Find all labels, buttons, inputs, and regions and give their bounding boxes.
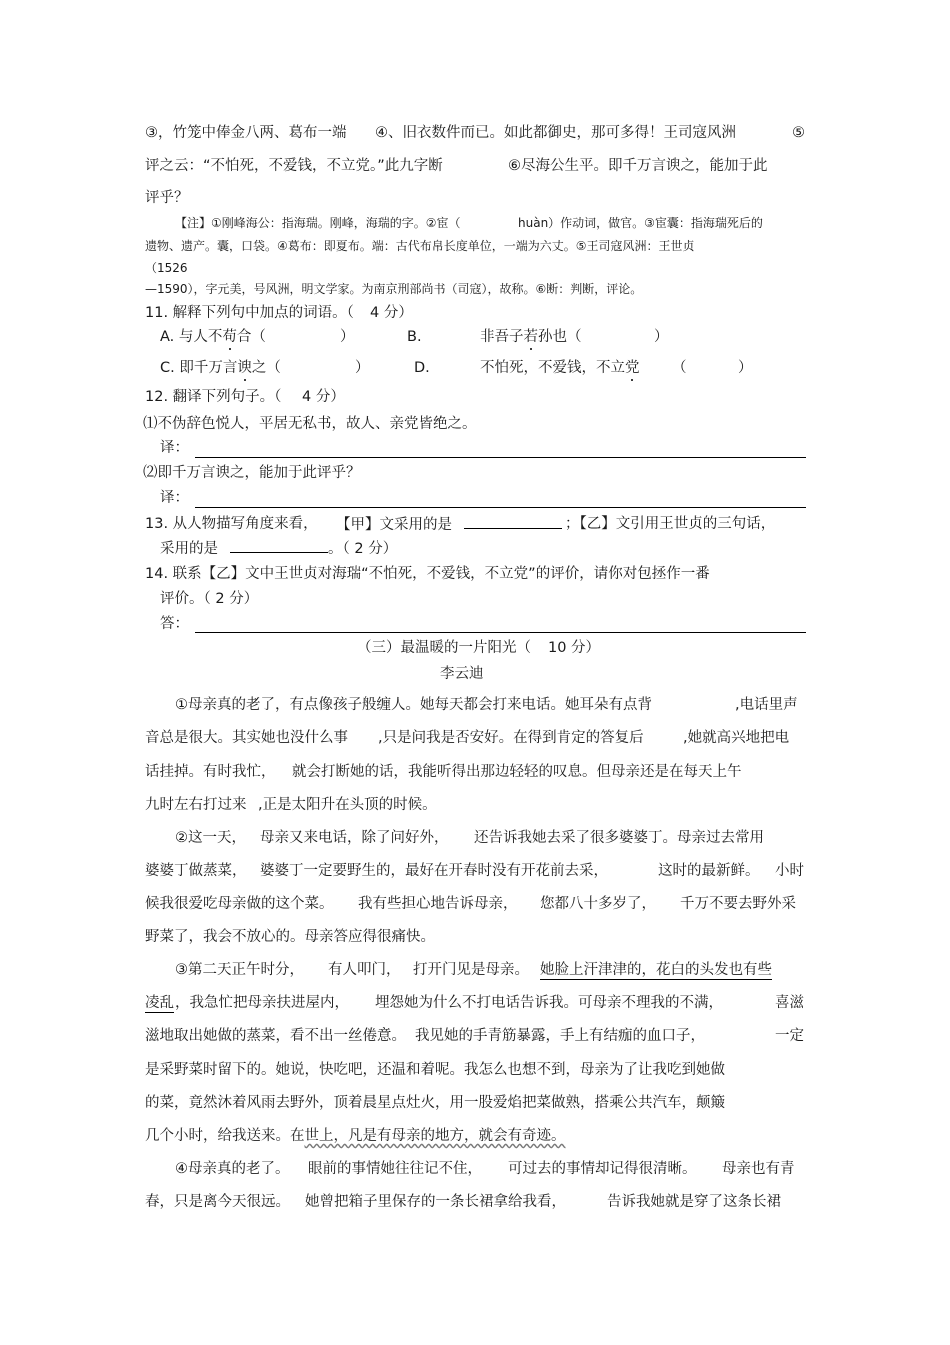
text-run: 一定 [775,1028,804,1044]
text-run: 。（ 2 分） [328,541,398,557]
text-run: 我见她的手青筋暴露，手上有结痂的血口子， [415,1028,705,1044]
text-run: 喜滋 [775,995,804,1011]
answer-label [160,614,189,634]
section-score [548,638,600,658]
text-run: —1590），字元美，号风洲，明文学家。为南京刑部尚书（司寇），故称。⑥断：判断，评论。 [145,282,643,296]
option-d [480,358,640,378]
note-marker [792,123,805,143]
text-run: 评乎？ [145,190,189,206]
text-run: 母亲也有青 [722,1161,795,1177]
text-run: 可过去的事情却记得很清晰。 [508,1161,697,1177]
text-run: C. 即千万言 [160,360,238,376]
text-run: 评之云：“不怕死，不爱钱，不立党。”此九字断 [145,158,443,174]
paragraph-line [658,861,760,881]
paragraph-line [607,1192,781,1212]
option-d-label [414,358,430,378]
paragraph-line [145,894,334,914]
text-run: 打开门见是母亲。 [413,962,529,978]
paren-close [355,358,370,378]
text-run: B. [407,329,422,345]
text-run: 之（ [251,360,281,376]
question-12-score [302,387,345,407]
dotted-word: 苟 [222,329,237,345]
paragraph-line [260,861,608,881]
text-run: 话挂掉。有时我忙， [145,764,276,780]
paragraph-line [145,728,348,748]
paragraph-line [308,1159,482,1179]
paragraph-line [145,1026,406,1046]
passage-line [375,123,736,143]
paragraph-line [175,993,349,1013]
paragraph-line [540,894,656,914]
text-run: ⑥尽海公生平。即千万言谀之，能加于此 [508,158,768,174]
text-run: 就会打断她的话，我能听得出那边轻轻的叹息。但母亲还是在每天上午 [292,764,742,780]
paragraph-line [680,894,796,914]
author [440,664,484,684]
text-run: 小时 [775,863,804,879]
dotted-word: 若 [523,329,538,345]
text-run: 4 分） [302,389,345,405]
text-run: ③第二天正午时分， [175,962,304,978]
paragraph-line [775,993,804,1013]
fill-blank[interactable] [230,538,328,553]
question-14 [145,564,710,584]
paragraph-line [328,960,401,980]
paragraph-line [722,1159,795,1179]
text-run: ,她就高兴地把电 [683,730,790,746]
text-run: 有人叩门， [328,962,401,978]
text-run: （1526 [145,261,188,275]
text-run: ） [738,360,753,376]
paragraph-line [508,1159,697,1179]
paragraph-line [305,1192,566,1212]
text-run: 译： [160,440,189,456]
text-run: 千万不要去野外采 [680,896,796,912]
text-run: 李云迪 [440,666,484,682]
dotted-word: 党 [625,360,640,376]
sentence-1 [143,414,477,434]
paragraph-line [145,861,247,881]
text-run: D. [414,360,430,376]
text-run: 我有些担心地告诉母亲， [358,896,518,912]
paragraph-line [735,695,798,715]
text-run: 11. 解释下列句中加点的词语。（ [145,305,354,321]
option-a [160,327,266,347]
text-run: 她曾把箱子里保存的一条长裙拿给我看， [305,1194,566,1210]
paragraph-line [145,795,247,815]
text-run: 告诉我她就是穿了这条长裙 [607,1194,781,1210]
text-run: （三）最温暖的一片阳光（ [357,640,531,656]
text-run: 是采野菜时留下的。她说，快吃吧，还温和着呢。我怎么也想不到，母亲为了让我吃到她做 [145,1062,725,1078]
section-title [357,638,531,658]
paragraph-line [413,960,529,980]
paragraph-line [175,828,246,848]
text-run: ，我急忙把母亲扶进屋内， [175,995,349,1011]
paren-close [738,358,753,378]
text-run: 答： [160,616,189,632]
text-run: 她脸上汗津津的，花白的头发也有些 [540,962,772,978]
text-run: 合（ [236,329,266,345]
text-run: 12. 翻译下列句子。（ [145,389,282,405]
text-run: 采用的是 [160,541,218,557]
question-11-stem [145,303,354,323]
passage-line [145,123,347,143]
text-run: 10 分） [548,640,601,656]
passage-line [508,156,768,176]
text-run: ④、旧衣数件而已。如此都御史，那可多得！王司寇风洲 [375,125,736,141]
text-run: 14. 联系【乙】文中王世贞对海瑞“不怕死，不爱钱，不立党”的评价，请你对包拯作一番 [145,566,710,582]
text-run: 候我很爱吃母亲做的这个菜。 [145,896,334,912]
option-b [480,327,582,347]
text-run: 的菜，竟然沐着风雨去野外，顶着晨星点灶火，用一股爱焰把菜做熟，搭乘公共汽车，颠簸 [145,1095,725,1111]
paragraph-line [775,861,804,881]
text-run: ,电话里声 [735,697,798,713]
text-run: ；【乙】文引用王世贞的三句话， [565,516,776,532]
text-run: 非吾子 [480,329,524,345]
question-13 [565,514,775,534]
text-run: ） [654,329,669,345]
text-run: 婆婆丁一定要野生的，最好在开春时没有开花前去采， [260,863,608,879]
text-run: 【注】①刚峰海公：指海瑞。刚峰，海瑞的字。②宦（ [175,216,461,230]
text-run: 眼前的事情她往往记不住， [308,1161,482,1177]
text-run: 野菜了，我会不放心的。母亲答应得很痛快。 [145,929,435,945]
paragraph-line [145,1093,725,1113]
question-13 [336,514,562,535]
paragraph-line [258,795,437,815]
paragraph-line [145,927,435,947]
text-run: ,正是太阳升在头顶的时候。 [258,797,437,813]
paragraph-line [260,828,449,848]
text-run: 音总是很大。其实她也没什么事 [145,730,348,746]
text-run: 几个小时，给我送来。在 [145,1128,305,1144]
paragraph-line [378,728,644,748]
paragraph-line [175,1159,290,1179]
text-run: 译： [160,490,189,506]
fill-blank[interactable] [464,514,562,529]
text-run: 遗物、遗产。囊，口袋。④葛布：即夏布。端：古代布帛长度单位，一端为六丈。⑤王司寇风洲：王世贞 [145,239,695,253]
paren-close [654,327,669,347]
footnote-line [145,281,642,297]
paragraph-line [145,762,276,782]
text-run: ⑵即千万言谀之，能加于此评乎？ [143,465,361,481]
question-13 [160,538,397,559]
answer-label [160,488,189,508]
answer-line[interactable] [195,632,806,633]
paragraph-line [775,1026,804,1046]
paragraph-line [375,993,723,1013]
text-run: 春，只是离今天很远。 [145,1194,290,1210]
text-run: ②这一天， [175,830,246,846]
text-run: 埋怨她为什么不打电话告诉我。可母亲不理我的不满， [375,995,723,1011]
text-run: 评价。（ 2 分） [160,591,259,607]
text-run: 滋地取出她做的蒸菜，看不出一丝倦意。 [145,1028,406,1044]
underlined-sentence [540,960,772,980]
paragraph-line [358,894,518,914]
option-b-label [407,327,422,347]
text-run: A. 与人不 [160,329,223,345]
text-run: ） [355,360,370,376]
text-run: 这时的最新鲜。 [658,863,760,879]
passage-line [145,156,443,176]
text-run: 婆婆丁做蒸菜， [145,863,247,879]
answer-line[interactable] [195,457,806,458]
paragraph-line [145,1192,290,1212]
paragraph-line [292,762,742,782]
footnote-line [518,215,763,231]
answer-line[interactable] [195,507,806,508]
text-run: 您都八十多岁了， [540,896,656,912]
paragraph-line [175,960,304,980]
text-run: ①母亲真的老了，有点像孩子般缠人。她每天都会打来电话。她耳朵有点背 [175,697,652,713]
underlined-sentence [145,993,174,1013]
dotted-word: 谀 [237,360,252,376]
paren-close [340,327,355,347]
text-run: （ [672,360,687,376]
text-run: huàn）作动词，做官。③宦囊：指海瑞死后的 [518,216,763,230]
text-run: ④母亲真的老了。 [175,1161,290,1177]
text-run: ③，竹笼中俸金八两、葛布一端 [145,125,347,141]
text-run: 母亲又来电话，除了问好外， [260,830,449,846]
text-run: 还告诉我她去采了很多婆婆丁。母亲过去常用 [474,830,764,846]
option-c [160,358,281,378]
paragraph-line [175,695,652,715]
text-run: 孙也（ [538,329,582,345]
paren-open [672,358,687,378]
answer-label [160,438,189,458]
paragraph-line [145,1060,725,1080]
footnote-line [175,215,461,231]
sentence-2 [143,463,361,483]
question-13 [145,514,318,534]
paragraph-line [145,1126,566,1146]
text-run: ⑤ [792,125,805,141]
wavy-underlined-sentence: 世上，凡是有母亲的地方，就会有奇迹。 [304,1128,566,1144]
text-run: 4 分） [370,305,413,321]
paragraph-line [415,1026,705,1046]
text-run: 13. 从人物描写角度来看， [145,516,318,532]
text-run: ） [340,329,355,345]
paragraph-line [474,828,764,848]
question-12-stem [145,387,281,407]
question-11-score [370,303,413,323]
text-run: 不怕死，不爱钱，不立 [480,360,625,376]
footnote-line [145,238,695,254]
text-run: ⑴不伪辞色悦人，平居无私书，故人、亲党皆绝之。 [143,416,477,432]
text-run: 九时左右打过来 [145,797,247,813]
text-run: 【甲】文采用的是 [336,517,452,533]
passage-line [145,188,189,208]
question-14 [160,589,258,609]
paragraph-line [683,728,789,748]
text-run: ,只是问我是否安好。在得到肯定的答复后 [378,730,644,746]
text-run: 凌乱 [145,995,174,1011]
footnote-line [145,260,188,276]
